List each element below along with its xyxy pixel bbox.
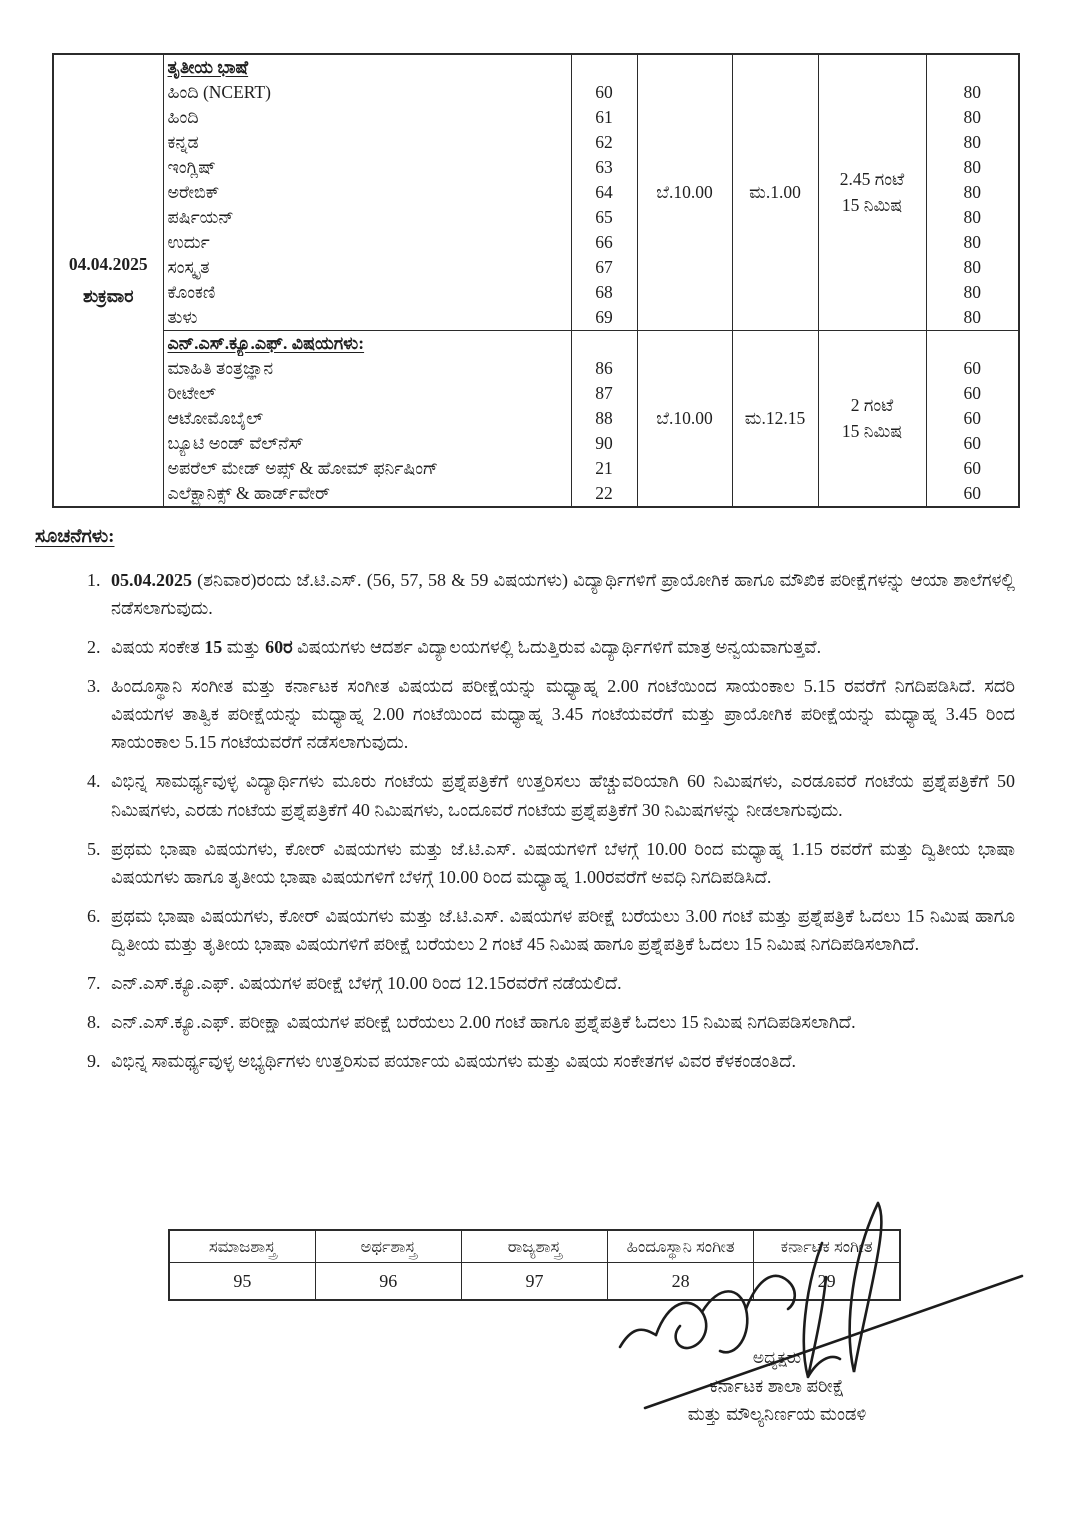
subject-code-cell: 88 [571, 406, 637, 431]
alt-subject-header-cell: ಸಮಾಜಶಾಸ್ತ್ರ [169, 1230, 315, 1263]
duration-cell [818, 54, 926, 331]
instruction-item [105, 1047, 1015, 1075]
subject-name-cell: ಇಂಗ್ಲಿಷ್ [163, 155, 571, 180]
end-time-cell: ಮ.1.00 [732, 54, 818, 331]
subject-marks-cell: 80 [926, 230, 1019, 255]
subject-code-cell: 60 [571, 80, 637, 105]
instruction-item [105, 672, 1015, 756]
instruction-text-run: ವಿಷಯಗಳು ಆದರ್ಶ ವಿದ್ಯಾಲಯಗಳಲ್ಲಿ ಓದುತ್ತಿರುವ ವಿದ್ಯಾರ್ಥಿಗಳಿಗೆ ಮಾತ್ರ ಅನ್ವಯವಾಗುತ್ತವೆ. [292, 637, 822, 658]
alt-subject-code-cell: 97 [461, 1263, 607, 1301]
exam-day: ಶುಕ್ರವಾರ [83, 285, 134, 306]
subject-name-cell: ಮಾಹಿತಿ ತಂತ್ರಜ್ಞಾನ [163, 356, 571, 381]
signatory-block [612, 1344, 942, 1428]
subject-name-cell: ಬ್ಯೂಟಿ ಅಂಡ್ ವೆಲ್‌ನೆಸ್ [163, 431, 571, 456]
alt-subject-header-cell: ಕರ್ನಾಟಕ ಸಂಗೀತ [754, 1230, 900, 1263]
subject-marks-cell: 80 [926, 305, 1019, 331]
alt-subject-code-cell: 96 [315, 1263, 461, 1301]
instruction-item [105, 969, 1015, 997]
instruction-text-run: ವಿಷಯ ಸಂಕೇತ [111, 637, 205, 658]
subject-marks-cell: 80 [926, 205, 1019, 230]
subject-code-cell: 64 [571, 180, 637, 205]
duration-line2: 15 ನಿಮಿಷ [841, 194, 903, 215]
subject-marks-cell: 80 [926, 105, 1019, 130]
duration-cell [818, 331, 926, 508]
subject-code-cell: 68 [571, 280, 637, 305]
code-cell-empty [571, 331, 637, 357]
subject-code-cell: 22 [571, 481, 637, 507]
subject-marks-cell: 60 [926, 456, 1019, 481]
alt-subject-header-cell: ಅರ್ಥಶಾಸ್ತ್ರ [315, 1230, 461, 1263]
instruction-text-run: 60ರ [265, 637, 293, 658]
signatory-designation: ಅಧ್ಯಕ್ಷರು [752, 1348, 802, 1367]
exam-timetable-body [53, 54, 1019, 507]
subject-name-cell: ಪರ್ಷಿಯನ್ [163, 205, 571, 230]
subject-name-cell: ಕೊಂಕಣಿ [163, 280, 571, 305]
alt-subject-header-cell: ಹಿಂದೂಸ್ಥಾನಿ ಸಂಗೀತ [608, 1230, 754, 1263]
instruction-item [105, 902, 1015, 958]
subject-marks-cell: 80 [926, 255, 1019, 280]
subject-name-cell: ಹಿಂದಿ (NCERT) [163, 80, 571, 105]
subject-code-cell: 87 [571, 381, 637, 406]
subject-name-cell: ತುಳು [163, 305, 571, 331]
subject-code-cell: 63 [571, 155, 637, 180]
section-header-cell [163, 331, 571, 357]
exam-timetable-table [52, 53, 1020, 508]
instructions-title: ಸೂಚನೆಗಳು: [35, 526, 115, 547]
instruction-text-run: ಹಿಂದೂಸ್ಥಾನಿ ಸಂಗೀತ ಮತ್ತು ಕರ್ನಾಟಕ ಸಂಗೀತ ವಿಷಯದ ಪರೀಕ್ಷೆಯನ್ನು ಮಧ್ಯಾಹ್ನ 2.00 ಗಂಟೆಯಿಂದ ಸಾಯಂಕಾಲ 5.15 ರವರೆಗೆ ನಿಗದಿಪಡಿಸಿದೆ. ಸದರಿ ವಿಷಯಗಳ ತಾತ್ವಿಕ ಪರೀಕ್ಷೆಯನ್ನು ಮಧ್ಯಾಹ್ನ 2.00 ಗಂಟೆಯಿಂದ ಮಧ್ಯಾಹ್ನ 3.45 ಗಂಟೆಯವರೆಗೆ ಮತ್ತು ಪ್ರಾಯೋಗಿಕ ಪರೀಕ್ಷೆಯನ್ನು ಮಧ್ಯಾಹ್ನ 3.45 ರಿಂದ ಸಾಯಂಕಾಲ 5.15 ಗಂಟೆಯವರೆಗೆ ನಡೆಸಲಾಗುವುದು. [111, 676, 1015, 753]
signatory-org-line2: ಮತ್ತು ಮೌಲ್ಯನಿರ್ಣಯ ಮಂಡಳಿ [687, 1404, 867, 1424]
exam-date: 04.04.2025 [68, 254, 148, 274]
subject-code-cell: 65 [571, 205, 637, 230]
instruction-text-run: (ಶನಿವಾರ)ರಂದು ಜೆ.ಟಿ.ಎಸ್. (56, 57, 58 & 59 ವಿಷಯಗಳು) ವಿದ್ಯಾರ್ಥಿಗಳಿಗೆ ಪ್ರಾಯೋಗಿಕ ಹಾಗೂ ಮೌಖಿಕ ಪರೀಕ್ಷೆಗಳನ್ನು ಆಯಾ ಶಾಲೆಗಳಲ್ಲಿ ನಡೆಸಲಾಗುವುದು. [111, 570, 1015, 619]
subject-name-cell: ಅರೇಬಿಕ್ [163, 180, 571, 205]
subject-marks-cell: 80 [926, 280, 1019, 305]
alternate-subjects-table [168, 1229, 901, 1301]
subject-code-cell: 69 [571, 305, 637, 331]
end-time-cell: ಮ.12.15 [732, 331, 818, 508]
section-header-label: ಎನ್.ಎಸ್.ಕ್ಯೂ.ಎಫ್. ವಿಷಯಗಳು: [167, 333, 365, 353]
subject-marks-cell: 60 [926, 431, 1019, 456]
subject-name-cell: ಎಲೆಕ್ಟ್ರಾನಿಕ್ಸ್ & ಹಾರ್ಡ್‌ವೇರ್ [163, 481, 571, 507]
instruction-item [105, 566, 1015, 622]
instruction-text-run: ಪ್ರಥಮ ಭಾಷಾ ವಿಷಯಗಳು, ಕೋರ್ ವಿಷಯಗಳು ಮತ್ತು ಜೆ.ಟಿ.ಎಸ್. ವಿಷಯಗಳಿಗೆ ಬೆಳಗ್ಗೆ 10.00 ರಿಂದ ಮಧ್ಯಾಹ್ನ 1.15 ರವರೆಗೆ ಮತ್ತು ದ್ವಿತೀಯ ಭಾಷಾ ವಿಷಯಗಳು ಹಾಗೂ ತೃತೀಯ ಭಾಷಾ ವಿಷಯಗಳಿಗೆ ಬೆಳಗ್ಗೆ 10.00 ರಿಂದ ಮಧ್ಯಾಹ್ನ 1.00ರವರೆಗೆ ಅವಧಿ ನಿಗದಿಪಡಿಸಿದೆ. [111, 838, 1015, 887]
marks-cell-empty [926, 331, 1019, 357]
instruction-text-run: ಮತ್ತು [222, 637, 266, 658]
alternate-subjects-code-row [169, 1263, 900, 1301]
section-header-row [53, 331, 1019, 357]
instructions-list [35, 566, 1015, 1075]
instruction-text-run: ವಿಭಿನ್ನ ಸಾಮರ್ಥ್ಯವುಳ್ಳ ವಿದ್ಯಾರ್ಥಿಗಳು ಮೂರು ಗಂಟೆಯ ಪ್ರಶ್ನೆಪತ್ರಿಕೆಗೆ ಉತ್ತರಿಸಲು ಹೆಚ್ಚುವರಿಯಾಗಿ 60 ನಿಮಿಷಗಳು, ಎರಡೂವರೆ ಗಂಟೆಯ ಪ್ರಶ್ನೆಪತ್ರಿಕೆಗೆ 50 ನಿಮಿಷಗಳು, ಎರಡು ಗಂಟೆಯ ಪ್ರಶ್ನೆಪತ್ರಿಕೆಗೆ 40 ನಿಮಿಷಗಳು, ಒಂದೂವರೆ ಗಂಟೆಯ ಪ್ರಶ್ನೆಪತ್ರಿಕೆಗೆ 30 ನಿಮಿಷಗಳನ್ನು ನೀಡಲಾಗುವುದು. [111, 771, 1015, 820]
alt-subject-code-cell: 95 [169, 1263, 315, 1301]
section-header-label: ತೃತೀಯ ಭಾಷೆ [167, 57, 249, 77]
signatory-org-line1: ಕರ್ನಾಟಕ ಶಾಲಾ ಪರೀಕ್ಷೆ [709, 1376, 845, 1396]
instructions-section [35, 526, 1015, 1086]
subject-code-cell: 90 [571, 431, 637, 456]
alt-subject-code-cell: 28 [608, 1263, 754, 1301]
subject-name-cell: ಕನ್ನಡ [163, 130, 571, 155]
duration-line1: 2.45 ಗಂಟೆ [839, 169, 905, 190]
subject-marks-cell: 80 [926, 130, 1019, 155]
alt-subject-code-cell: 29 [754, 1263, 900, 1301]
subject-code-cell: 61 [571, 105, 637, 130]
instruction-text-run: 15 [204, 637, 223, 658]
subject-code-cell: 67 [571, 255, 637, 280]
subject-name-cell: ಆಟೋಮೊಬೈಲ್ [163, 406, 571, 431]
duration-line2: 15 ನಿಮಿಷ [841, 420, 903, 441]
code-cell-empty [571, 54, 637, 80]
instruction-item [105, 767, 1015, 823]
duration-line1: 2 ಗಂಟೆ [850, 395, 894, 416]
subject-marks-cell: 60 [926, 356, 1019, 381]
alt-subject-header-cell: ರಾಜ್ಯಶಾಸ್ತ್ರ [461, 1230, 607, 1263]
subject-marks-cell: 60 [926, 381, 1019, 406]
instruction-text-run: ಎನ್.ಎಸ್.ಕ್ಯೂ.ಎಫ್. ವಿಷಯಗಳ ಪರೀಕ್ಷೆ ಬೆಳಗ್ಗೆ 10.00 ರಿಂದ 12.15ರವರೆಗೆ ನಡೆಯಲಿದೆ. [111, 972, 622, 993]
exam-date-cell [53, 54, 163, 507]
instruction-text-run: ಪ್ರಥಮ ಭಾಷಾ ವಿಷಯಗಳು, ಕೋರ್ ವಿಷಯಗಳು ಮತ್ತು ಜೆ.ಟಿ.ಎಸ್. ವಿಷಯಗಳ ಪರೀಕ್ಷೆ ಬರೆಯಲು 3.00 ಗಂಟೆ ಮತ್ತು ಪ್ರಶ್ನೆಪತ್ರಿಕೆ ಓದಲು 15 ನಿಮಿಷ ಹಾಗೂ ದ್ವಿತೀಯ ಮತ್ತು ತೃತೀಯ ಭಾಷಾ ವಿಷಯಗಳಿಗೆ ಪರೀಕ್ಷೆ ಬರೆಯಲು 2 ಗಂಟೆ 45 ನಿಮಿಷ ಹಾಗೂ ಪ್ರಶ್ನೆಪತ್ರಿಕೆ ಓದಲು 15 ನಿಮಿಷ ನಿಗದಿಪಡಿಸಲಾಗಿದೆ. [111, 905, 1015, 954]
instruction-item [105, 633, 1015, 661]
subject-code-cell: 62 [571, 130, 637, 155]
subject-marks-cell: 80 [926, 155, 1019, 180]
subject-marks-cell: 80 [926, 180, 1019, 205]
instruction-text-run: ವಿಭಿನ್ನ ಸಾಮರ್ಥ್ಯವುಳ್ಳ ಅಭ್ಯರ್ಥಿಗಳು ಉತ್ತರಿಸುವ ಪರ್ಯಾಯ ವಿಷಯಗಳು ಮತ್ತು ವಿಷಯ ಸಂಕೇತಗಳ ವಿವರ ಕೆಳಕಂಡಂತಿದೆ. [111, 1051, 797, 1072]
subject-marks-cell: 80 [926, 80, 1019, 105]
subject-name-cell: ಹಿಂದಿ [163, 105, 571, 130]
alternate-subjects-header-row [169, 1230, 900, 1263]
subject-name-cell: ಅಪರೆಲ್ ಮೇಡ್ ಅಪ್ಸ್ & ಹೋಮ್ ಫರ್ನಿಷಿಂಗ್ [163, 456, 571, 481]
subject-name-cell: ರೀಟೇಲ್ [163, 381, 571, 406]
instruction-text-run: ಎನ್.ಎಸ್.ಕ್ಯೂ.ಎಫ್. ಪರೀಕ್ಷಾ ವಿಷಯಗಳ ಪರೀಕ್ಷೆ ಬರೆಯಲು 2.00 ಗಂಟೆ ಹಾಗೂ ಪ್ರಶ್ನೆಪತ್ರಿಕೆ ಓದಲು 15 ನಿಮಿಷ ನಿಗದಿಪಡಿಸಲಾಗಿದೆ. [111, 1012, 856, 1033]
subject-name-cell: ಉರ್ದು [163, 230, 571, 255]
start-time-cell: ಬೆ.10.00 [637, 331, 732, 508]
instruction-item [105, 835, 1015, 891]
section-header-cell [163, 54, 571, 80]
subject-code-cell: 66 [571, 230, 637, 255]
subject-marks-cell: 60 [926, 481, 1019, 507]
start-time-cell: ಬೆ.10.00 [637, 54, 732, 331]
subject-code-cell: 21 [571, 456, 637, 481]
section-header-row [53, 54, 1019, 80]
subject-code-cell: 86 [571, 356, 637, 381]
marks-cell-empty [926, 54, 1019, 80]
instruction-item [105, 1008, 1015, 1036]
subject-name-cell: ಸಂಸ್ಕೃತ [163, 255, 571, 280]
instruction-text-run: 05.04.2025 [111, 570, 192, 590]
subject-marks-cell: 60 [926, 406, 1019, 431]
